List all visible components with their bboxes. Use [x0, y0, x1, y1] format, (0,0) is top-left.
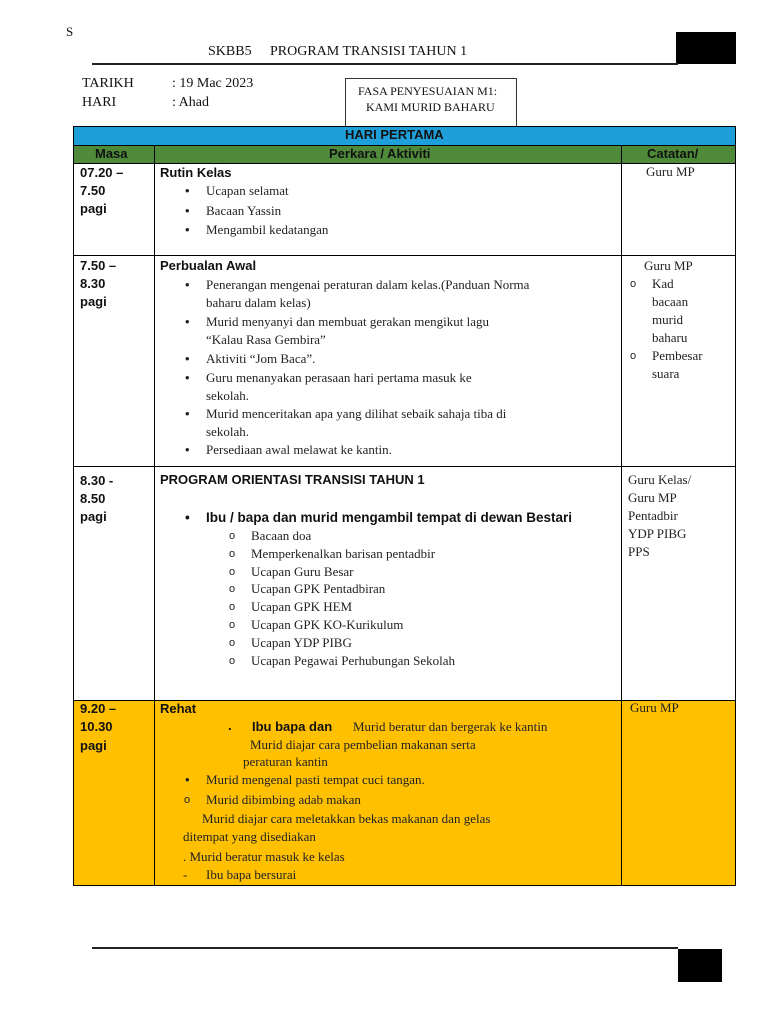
row4-time-period: pagi: [80, 738, 107, 753]
date-value: : 19 Mac 2023: [172, 76, 254, 91]
row4-line: Ibu bapa bersurai: [206, 867, 297, 882]
row2-item-cont: baharu dalam kelas): [206, 295, 311, 310]
phase-line-1: FASA PENYESUAIAN M1:: [358, 84, 498, 98]
row2-item: • Aktiviti “Jom Baca”.: [206, 351, 315, 367]
day-value: : Ahad: [172, 95, 209, 110]
row4-line: Murid diajar cara pembelian makanan serta: [250, 737, 476, 752]
row2-item: • Persediaan awal melawat ke kantin.: [206, 442, 392, 458]
corner-mark: S: [66, 24, 74, 39]
row2-note: bacaan: [652, 294, 689, 309]
row2-time-period: pagi: [80, 294, 107, 309]
row3-item: o Ucapan Pegawai Perhubungan Sekolah: [251, 653, 455, 669]
row2-note: o Kad: [652, 276, 674, 292]
row2-note: suara: [652, 366, 680, 381]
row4-note: Guru MP: [630, 700, 679, 715]
row3-note: Guru MP: [628, 490, 677, 505]
row2-item: • Penerangan mengenai peraturan dalam kelas.(Panduan Norma: [206, 277, 529, 293]
col-header-activity: Perkara / Aktiviti: [329, 146, 431, 161]
row1-item: • Mengambil kedatangan: [206, 222, 328, 238]
row2-item: • Murid menceritakan apa yang dilihat sebaik sahaja tiba di: [206, 406, 506, 422]
row1-title: Rutin Kelas: [160, 165, 232, 180]
banner-title: HARI PERTAMA: [345, 127, 444, 142]
header-black-block: [676, 32, 736, 64]
row4-line: peraturan kantin: [243, 754, 328, 769]
col-header-time: Masa: [95, 146, 128, 161]
row2-note: Guru MP: [644, 258, 693, 273]
row4-line: o Murid dibimbing adab makan: [206, 792, 361, 808]
row3-note: Guru Kelas/: [628, 472, 692, 487]
footer-rule: [92, 947, 678, 949]
row2-time-start: 7.50 –: [80, 258, 117, 273]
row3-note: YDP PIBG: [628, 526, 687, 541]
row4-title: Rehat: [160, 701, 197, 716]
row3-item: o Memperkenalkan barisan pentadbir: [251, 546, 435, 562]
row2-item-cont: sekolah.: [206, 424, 249, 439]
day-label: HARI: [82, 95, 117, 110]
phase-line-2: KAMI MURID BAHARU: [366, 100, 495, 114]
row2-item: • Guru menanyakan perasaan hari pertama masuk ke: [206, 370, 472, 386]
col-header-notes: Catatan/: [647, 146, 699, 161]
row2-note: murid: [652, 312, 684, 327]
school-code: SKBB5: [208, 44, 252, 59]
row1-time-end: 7.50: [80, 183, 106, 198]
row4-line: Murid diajar cara meletakkan bekas makanan dan gelas: [202, 811, 491, 826]
date-label: TARIKH: [82, 76, 134, 91]
phase-box: [345, 78, 517, 130]
schedule-table: [73, 126, 736, 886]
row4-line: • Murid mengenal pasti tempat cuci tangan.: [206, 772, 425, 788]
document-title: PROGRAM TRANSISI TAHUN 1: [270, 44, 468, 59]
row2-item: • Murid menyanyi dan membuat gerakan mengikut lagu: [206, 314, 489, 330]
row3-item: o Ucapan GPK Pentadbiran: [251, 581, 385, 597]
row1-time-period: pagi: [80, 201, 107, 216]
row3-item: o Ucapan Guru Besar: [251, 564, 354, 580]
row4-dash-marker: -: [183, 867, 188, 882]
row3-time-end: 8.50: [80, 491, 106, 506]
row4-time-end: 10.30: [80, 719, 113, 734]
row3-lead: • Ibu / bapa dan murid mengambil tempat di dewan Bestari: [206, 510, 572, 525]
row1-item: • Ucapan selamat: [206, 183, 289, 199]
row1-item: • Bacaan Yassin: [206, 203, 281, 219]
row3-time-period: pagi: [80, 509, 107, 524]
row2-item-cont: sekolah.: [206, 388, 249, 403]
row4-time-start: 9.20 –: [80, 701, 117, 716]
row2-item-cont: “Kalau Rasa Gembira”: [206, 332, 326, 347]
row2-title: Perbualan Awal: [160, 258, 257, 273]
row4-lead-marker: .: [228, 718, 232, 733]
row3-time-start: 8.30 -: [80, 473, 114, 488]
row3-note: Pentadbir: [628, 508, 678, 523]
row2-time-end: 8.30: [80, 276, 106, 291]
row4-line: . Murid beratur masuk ke kelas: [183, 849, 345, 864]
row2-note: baharu: [652, 330, 688, 345]
row3-item: o Bacaan doa: [251, 528, 311, 544]
row3-item: o Ucapan GPK HEM: [251, 599, 352, 615]
row1-note: Guru MP: [646, 164, 695, 179]
row2-note: o Pembesar: [652, 348, 703, 364]
row4-lead-rest: Murid beratur dan bergerak ke kantin: [353, 719, 548, 734]
row3-note: PPS: [628, 544, 650, 559]
header-rule: [92, 63, 678, 65]
row3-item: o Ucapan GPK KO-Kurikulum: [251, 617, 403, 633]
row3-item: o Ucapan YDP PIBG: [251, 635, 352, 651]
row3-title: PROGRAM ORIENTASI TRANSISI TAHUN 1: [160, 472, 425, 487]
row4-line: ditempat yang disediakan: [183, 829, 316, 844]
footer-black-block: [678, 949, 722, 982]
row4-lead-bold: Ibu bapa dan: [252, 719, 333, 734]
row1-time-start: 07.20 –: [80, 165, 124, 180]
